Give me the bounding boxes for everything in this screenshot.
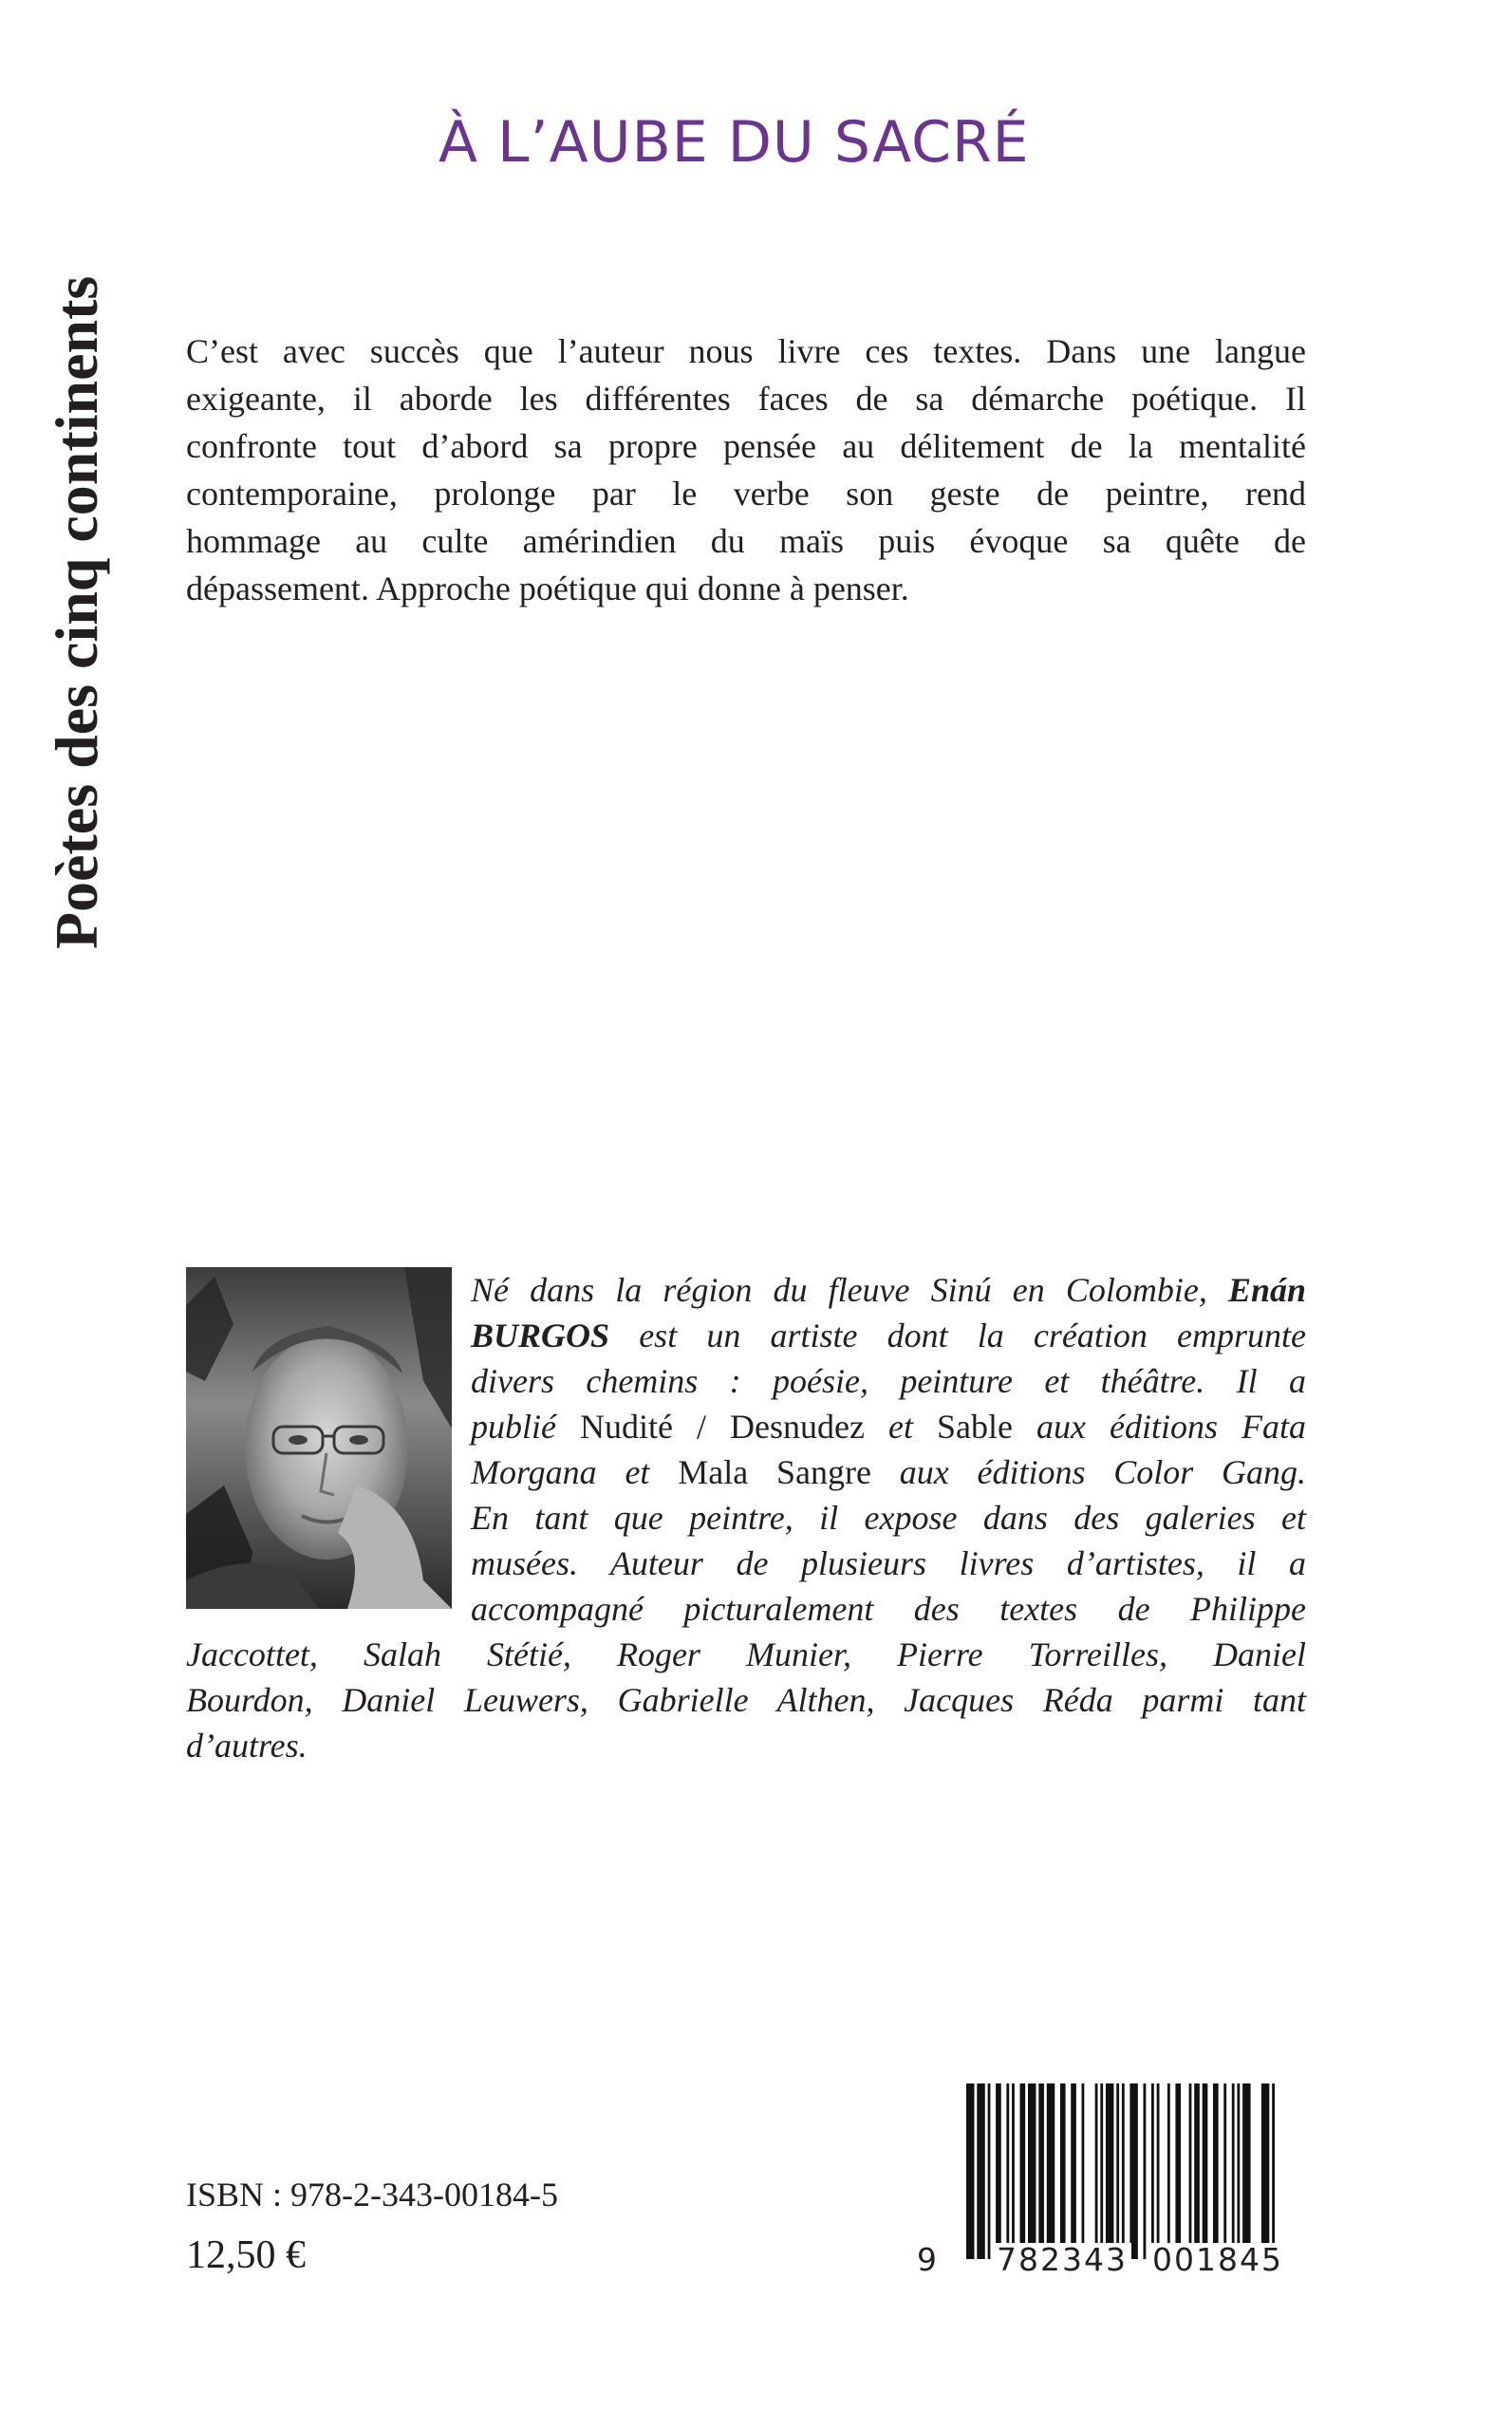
barcode-bar [1129,2083,1137,2259]
bio-text: est un artiste dont la création emprunte [639,1317,1307,1354]
barcode-digits [900,2243,1294,2277]
blurb-line: C’est avec succès que l’auteur nous livre ces textes. Dans une langue [186,332,1306,370]
barcode-bar [1272,2083,1275,2259]
author-first-name: Enán [1227,1271,1307,1309]
back-cover-blurb [186,327,1306,612]
barcode-bar [1189,2083,1192,2259]
blurb-line: hommage au culte amérindien du maïs puis évoque sa quête de [186,522,1306,560]
bio-text: aux éditions Color Gang. [899,1453,1307,1491]
barcode-bar [1203,2083,1208,2259]
bio-line: Bourdon, Daniel Leuwers, Gabrielle Althen, Jacques Réda parmi tant [186,1681,1306,1719]
bio-line: En tant que peintre, il expose dans des galeries et [471,1499,1306,1537]
blurb-line: exigeante, il aborde les différentes faces de sa démarche poétique. Il [186,380,1306,418]
bio-line: divers chemins : poésie, peinture et théâtre. Il a [471,1362,1306,1400]
book-reference: Nudité / Desnudez [580,1408,865,1446]
author-biography [186,1267,1306,1768]
barcode-bar [1106,2083,1113,2259]
barcode-digit-group: 782343 [993,2243,1131,2277]
ean-barcode [900,2083,1294,2278]
bio-text: aux éditions Fata [1036,1408,1307,1446]
isbn-number: ISBN : 978-2-343-00184-5 [186,2176,558,2214]
barcode-bar [1122,2083,1125,2259]
barcode-digit-group: 001845 [1148,2243,1287,2277]
bio-text: Né dans la région du fleuve Sinú en Colombie, [471,1271,1207,1309]
barcode-bars [966,2083,1275,2259]
barcode-bar [1071,2083,1076,2259]
bio-line: accompagné picturalement des textes de Philippe [471,1590,1306,1628]
barcode-bar [988,2083,991,2259]
barcode-bar [1167,2083,1170,2259]
bio-text: et [625,1453,650,1491]
blurb-line: dépassement. Approche poétique qui donne à penser. [186,570,909,607]
bio-text: publié [471,1408,556,1446]
barcode-bar [996,2083,1001,2259]
barcode-bar [1151,2083,1154,2259]
barcode-bar [1100,2083,1103,2259]
barcode-bar [1261,2083,1269,2259]
barcode-bar [977,2083,984,2259]
barcode-bar [1038,2083,1044,2259]
barcode-bar [1020,2083,1026,2259]
author-last-name: BURGOS [471,1317,610,1354]
barcode-bar [1082,2083,1085,2259]
barcode-bar [1213,2083,1219,2259]
barcode-bar [1194,2083,1200,2259]
barcode-bar [1006,2083,1009,2259]
barcode-bar [1095,2083,1098,2259]
book-reference: Sable [937,1408,1014,1446]
barcode-bar [1175,2083,1181,2259]
barcode-bar [1060,2083,1066,2259]
barcode-bar [1242,2083,1250,2259]
barcode-bar [1116,2083,1119,2259]
barcode-bar [1223,2083,1226,2259]
bio-line: Jaccottet, Salah Stétié, Roger Munier, Pierre Torreilles, Daniel [186,1635,1306,1673]
barcode-lead-digit: 9 [913,2243,943,2277]
book-price: 12,50 € [186,2233,306,2277]
bio-line: musées. Auteur de plusieurs livres d’artistes, il a [471,1544,1306,1582]
barcode-bar [966,2083,974,2259]
barcode-bar [1028,2083,1036,2259]
barcode-bar [1012,2083,1015,2259]
bio-line: d’autres. [186,1727,308,1765]
book-reference: Mala Sangre [678,1453,871,1491]
barcode-bar [1144,2083,1147,2259]
barcode-bar [1237,2083,1240,2259]
book-title: À L’AUBE DU SACRÉ [439,109,1030,176]
barcode-bar [1047,2083,1055,2259]
series-title: Poètes des cinq continents [43,275,110,949]
blurb-line: confronte tout d’abord sa propre pensée au délitement de la mentalité [186,427,1306,465]
photo-spacer [186,1267,471,1611]
bio-text: et [888,1408,913,1446]
barcode-bar [1157,2083,1160,2259]
blurb-line: contemporaine, prolonge par le verbe son geste de peintre, rend [186,475,1306,513]
bio-text: Morgana [471,1453,597,1491]
barcode-bar [1232,2083,1235,2259]
